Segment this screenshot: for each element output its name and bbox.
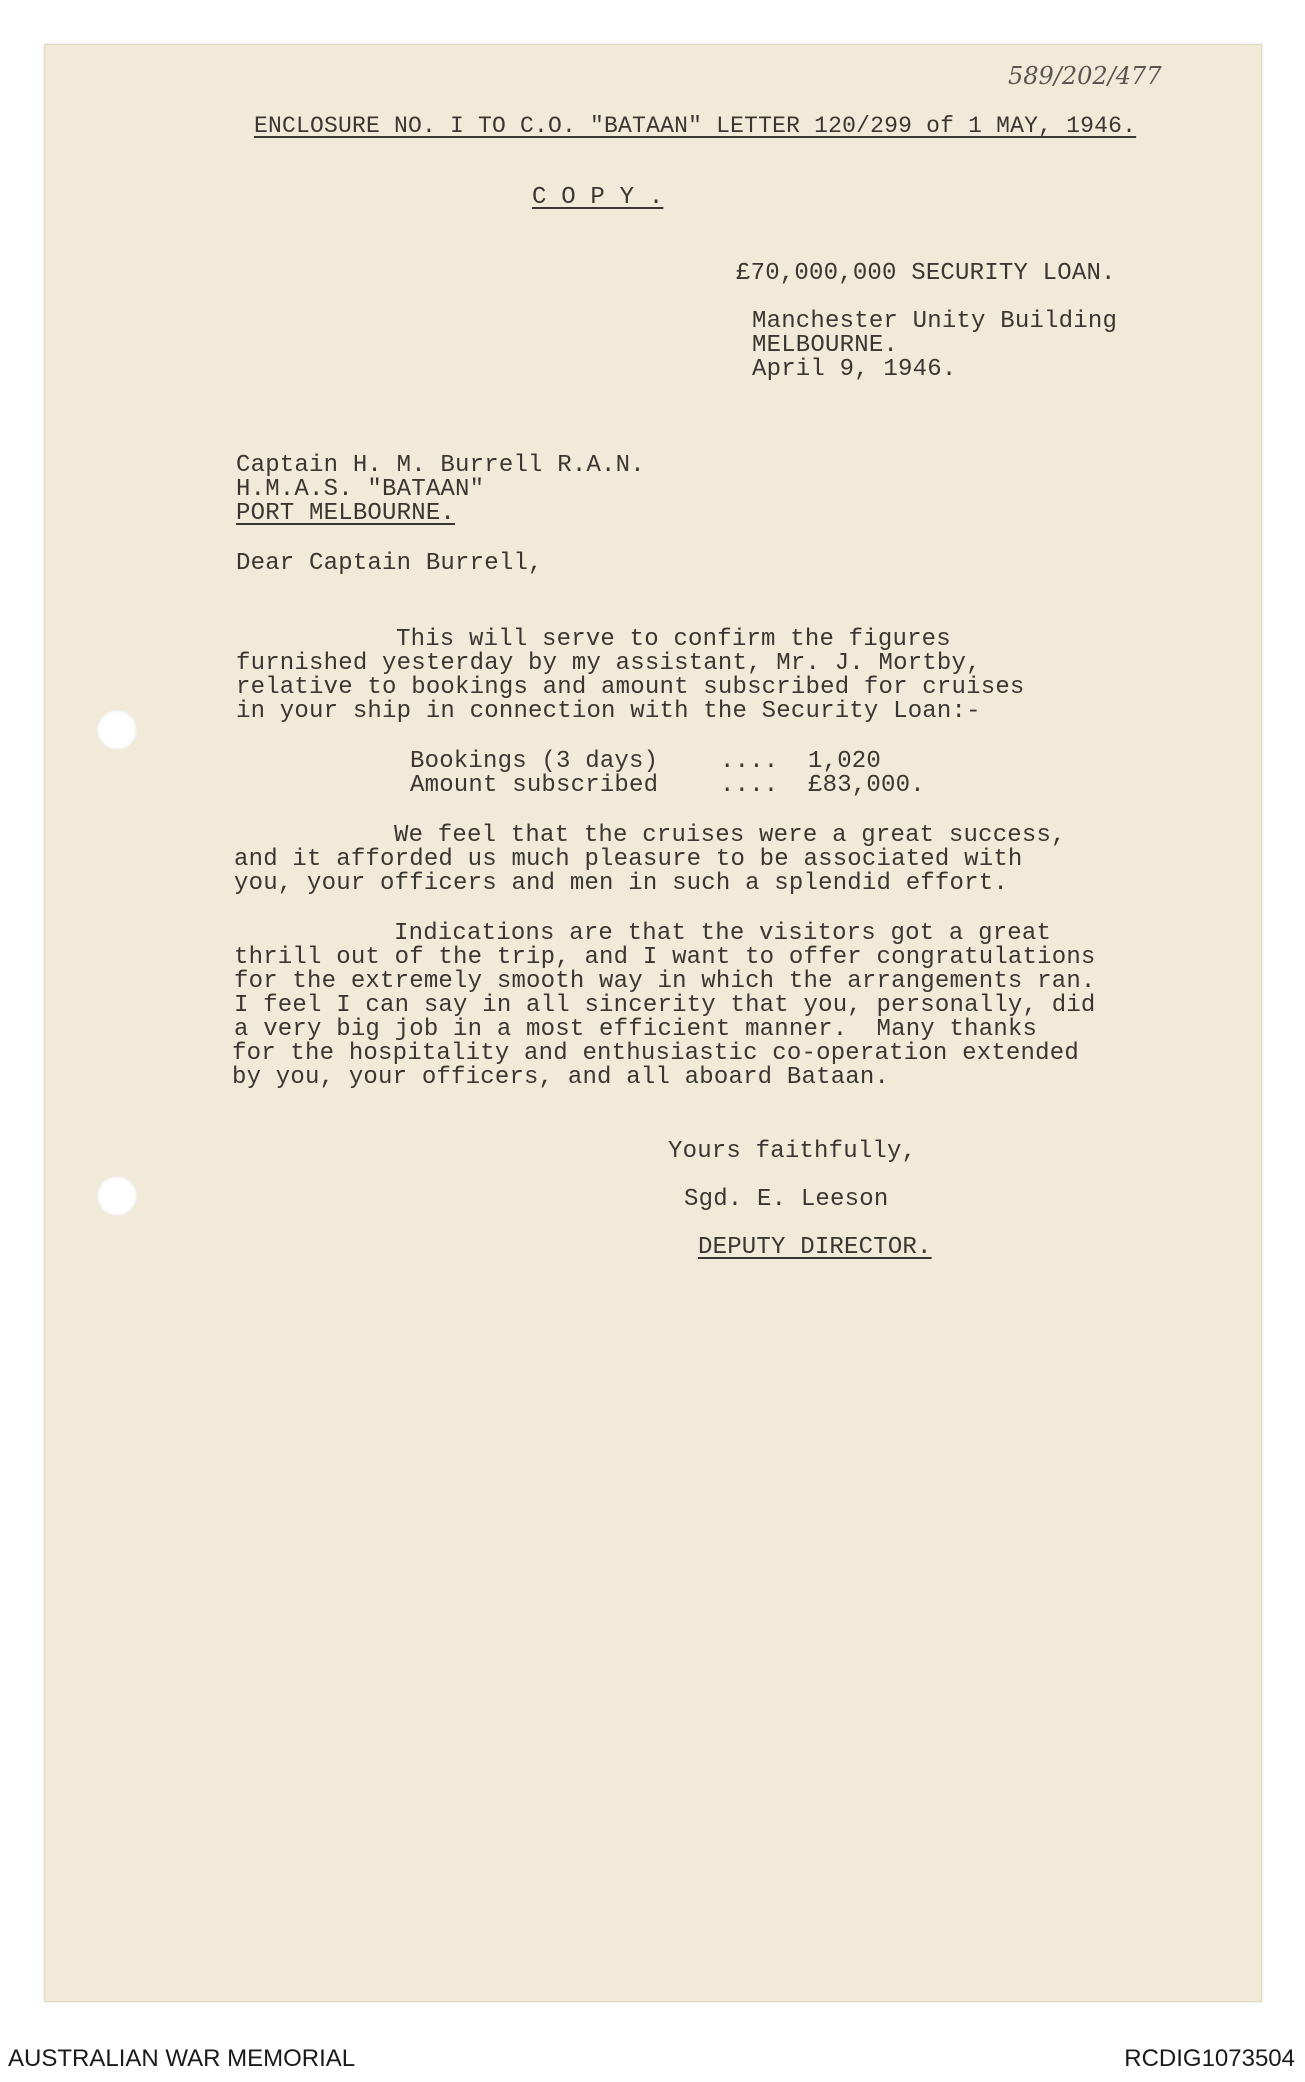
punch-hole-lower: [97, 1176, 137, 1216]
letter-date: April 9, 1946.: [752, 356, 957, 383]
paragraph-line: We feel that the cruises were a great success,: [394, 822, 1066, 849]
enclosure-heading: ENCLOSURE NO. I TO C.O. "BATAAN" LETTER 120/299 of 1 MAY, 1946.: [254, 113, 1137, 139]
paragraph-line: for the hospitality and enthusiastic co-operation extended: [232, 1040, 1079, 1067]
signer-title: DEPUTY DIRECTOR.: [698, 1234, 932, 1261]
paragraph-line: you, your officers and men in such a splendid effort.: [234, 870, 1008, 897]
recipient-name: Captain H. M. Burrell R.A.N.: [236, 452, 645, 479]
address-line: MELBOURNE.: [752, 332, 899, 359]
closing: Yours faithfully,: [668, 1138, 917, 1165]
footer-record-id: RCDIG1073504: [1124, 2045, 1295, 2072]
loan-title: £70,000,000 SECURITY LOAN.: [736, 260, 1116, 287]
signature: Sgd. E. Leeson: [684, 1186, 889, 1213]
paragraph-line: thrill out of the trip, and I want to offer congratulations: [234, 944, 1096, 971]
recipient-port: PORT MELBOURNE.: [236, 500, 456, 527]
paragraph-line: by you, your officers, and all aboard Bataan.: [232, 1064, 890, 1091]
figure-value: 1,020: [808, 748, 882, 775]
figure-label: Amount subscribed: [410, 772, 659, 799]
paragraph-line: relative to bookings and amount subscribed for cruises: [236, 674, 1025, 701]
paragraph-line: This will serve to confirm the figures: [396, 626, 951, 653]
punch-hole-upper: [97, 710, 137, 750]
figure-value: £83,000.: [808, 772, 925, 799]
paragraph-line: in your ship in connection with the Security Loan:-: [236, 698, 981, 725]
paragraph-line: and it afforded us much pleasure to be associated with: [234, 846, 1023, 873]
paragraph-line: furnished yesterday by my assistant, Mr. J. Mortby,: [236, 650, 981, 677]
address-line: Manchester Unity Building: [752, 308, 1118, 335]
paragraph-line: for the extremely smooth way in which the arrangements ran.: [234, 968, 1096, 995]
figure-dots: ....: [720, 772, 779, 799]
recipient-ship: H.M.A.S. "BATAAN": [236, 476, 485, 503]
figure-dots: ....: [720, 748, 779, 775]
paragraph-line: a very big job in a most efficient manner. Many thanks: [234, 1016, 1038, 1043]
copy-label: C O P Y .: [532, 184, 664, 211]
salutation: Dear Captain Burrell,: [236, 550, 543, 577]
footer-institution: AUSTRALIAN WAR MEMORIAL: [8, 2045, 356, 2072]
figure-label: Bookings (3 days): [410, 748, 659, 775]
archive-reference: 589/202/477: [1008, 62, 1162, 90]
paragraph-line: Indications are that the visitors got a great: [394, 920, 1052, 947]
paragraph-line: I feel I can say in all sincerity that you, personally, did: [234, 992, 1096, 1019]
